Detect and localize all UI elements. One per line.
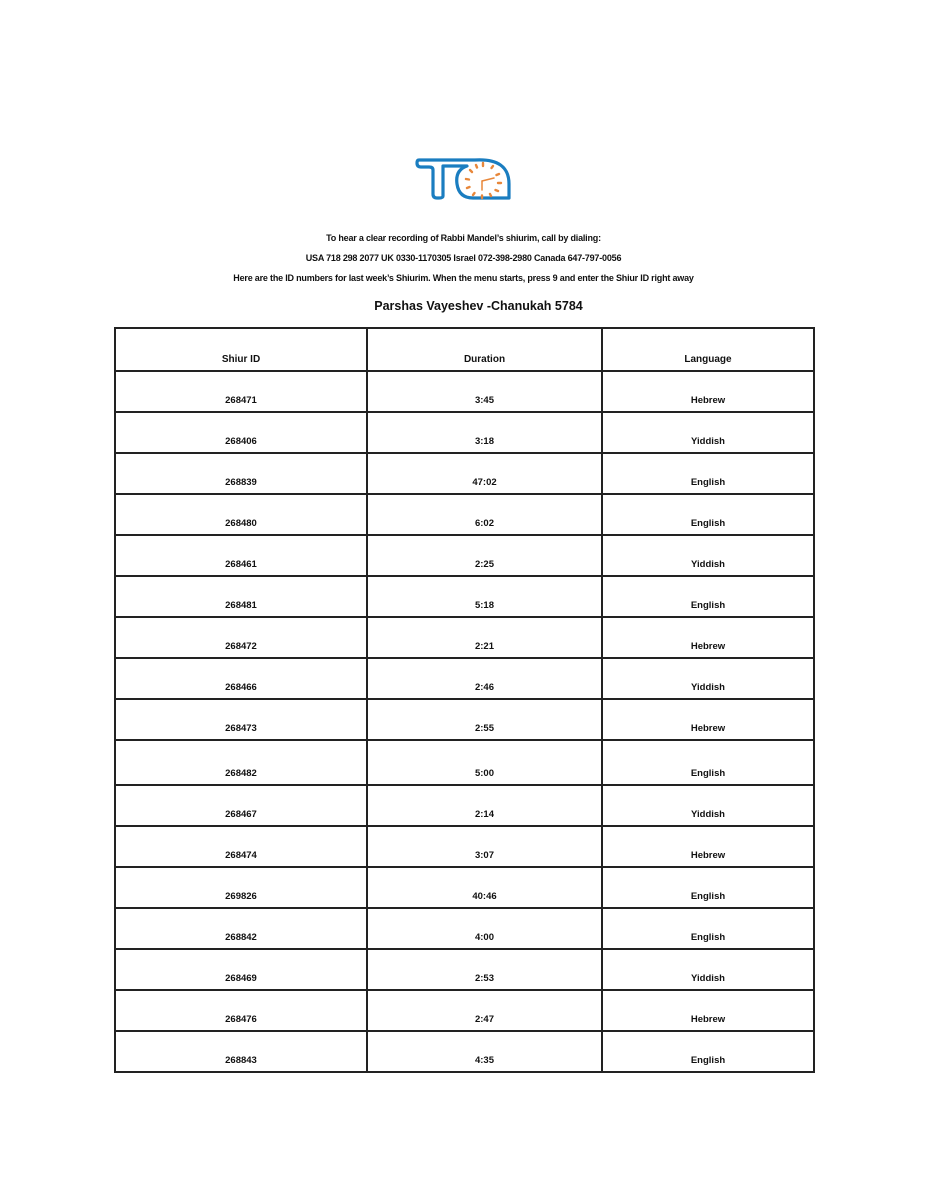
table-row [115,453,814,494]
shiur-id-cell: 268471 [115,371,367,412]
shiur-id-cell: 268481 [115,576,367,617]
duration-cell: 4:35 [367,1031,602,1072]
table-row [115,740,814,785]
page-title: Parshas Vayeshev -Chanukah 5784 [374,299,583,313]
shiur-id-cell: 268466 [115,658,367,699]
shiurim-table [114,327,815,1073]
shiur-id-cell: 268474 [115,826,367,867]
table-row [115,908,814,949]
duration-cell: 3:07 [367,826,602,867]
table-row [115,494,814,535]
duration-cell: 2:46 [367,658,602,699]
table-row [115,990,814,1031]
table-row [115,412,814,453]
language-cell: Yiddish [602,412,814,453]
shiur-id-cell: 269826 [115,867,367,908]
intro-phone-numbers: USA 718 298 2077 UK 0330-1170305 Israel 072-398-2980 Canada 647-797-0056 [305,253,622,263]
language-cell: Yiddish [602,535,814,576]
table-row [115,785,814,826]
duration-cell: 47:02 [367,453,602,494]
language-cell: English [602,494,814,535]
duration-cell: 3:18 [367,412,602,453]
language-cell: Hebrew [602,826,814,867]
duration-cell: 3:45 [367,371,602,412]
duration-cell: 2:47 [367,990,602,1031]
shiur-id-cell: 268461 [115,535,367,576]
language-cell: Hebrew [602,699,814,740]
language-cell: Yiddish [602,785,814,826]
duration-cell: 2:53 [367,949,602,990]
shiur-id-cell: 268842 [115,908,367,949]
table-row [115,658,814,699]
table-row [115,535,814,576]
header-duration: Duration [367,328,602,371]
language-cell: English [602,908,814,949]
shiur-id-cell: 268843 [115,1031,367,1072]
header-language: Language [602,328,814,371]
shiur-id-cell: 268482 [115,740,367,785]
shiur-id-cell: 268839 [115,453,367,494]
language-cell: English [602,576,814,617]
language-cell: Hebrew [602,371,814,412]
duration-cell: 2:14 [367,785,602,826]
table-row [115,826,814,867]
intro-line-1: To hear a clear recording of Rabbi Mandel’s shiurim, call by dialing: [326,233,601,243]
table-header-row [115,328,814,371]
duration-cell: 40:46 [367,867,602,908]
table-row [115,867,814,908]
shiur-id-cell: 268469 [115,949,367,990]
duration-cell: 5:18 [367,576,602,617]
table-row [115,617,814,658]
table-row [115,371,814,412]
intro-instructions: Here are the ID numbers for last week’s Shiurim. When the menu starts, press 9 and enter the Shiur ID right away [233,273,694,283]
language-cell: English [602,740,814,785]
duration-cell: 4:00 [367,908,602,949]
language-cell: Yiddish [602,949,814,990]
table-row [115,576,814,617]
table-row [115,949,814,990]
table-row [115,1031,814,1072]
language-cell: Yiddish [602,658,814,699]
shiur-id-cell: 268476 [115,990,367,1031]
ta-logo [415,154,513,202]
language-cell: English [602,453,814,494]
language-cell: English [602,867,814,908]
header-shiur-id: Shiur ID [115,328,367,371]
duration-cell: 5:00 [367,740,602,785]
shiur-id-cell: 268472 [115,617,367,658]
language-cell: Hebrew [602,617,814,658]
duration-cell: 2:55 [367,699,602,740]
duration-cell: 2:25 [367,535,602,576]
shiur-id-cell: 268467 [115,785,367,826]
shiur-id-cell: 268406 [115,412,367,453]
shiur-id-cell: 268480 [115,494,367,535]
duration-cell: 2:21 [367,617,602,658]
language-cell: Hebrew [602,990,814,1031]
shiur-id-cell: 268473 [115,699,367,740]
duration-cell: 6:02 [367,494,602,535]
table-row [115,699,814,740]
language-cell: English [602,1031,814,1072]
